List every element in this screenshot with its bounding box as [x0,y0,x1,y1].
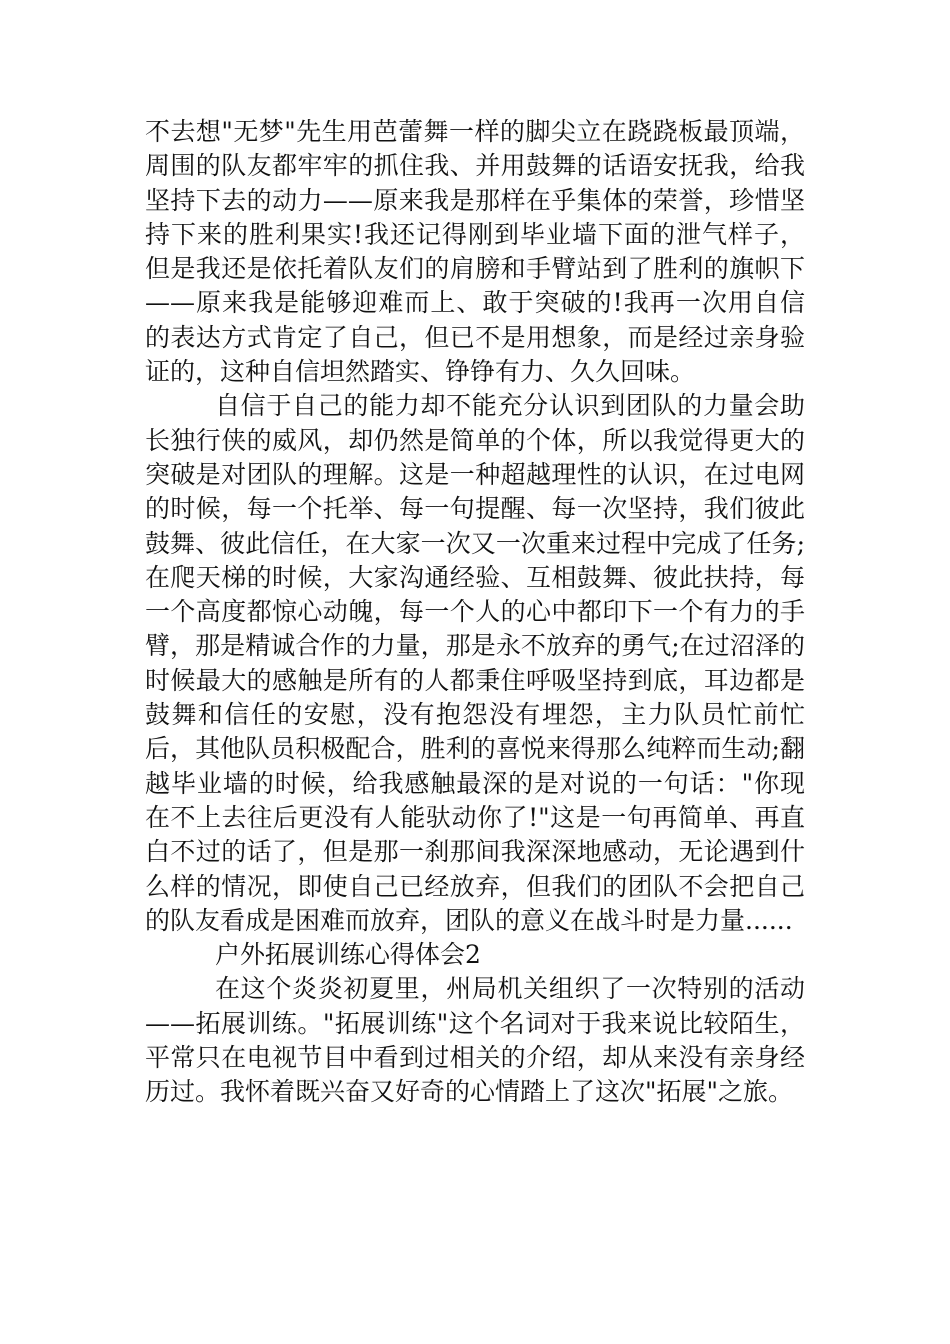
section-title: 户外拓展训练心得体会2 [215,940,481,970]
paragraph-team-understanding: 自信于自己的能力却不能充分认识到团队的力量会助长独行侠的威风，却仍然是简单的个体，所以我觉得更大的突破是对团队的理解。这是一种超越理性的认识，在过电网的时候，每一个托举、每一句提醒、每一次坚持，我们彼此鼓舞、彼此信任，在大家一次又一次重来过程中完成了任务;在爬天梯的时候，大家沟通经验、互相鼓舞、彼此扶持，每一个高度都惊心动魄，每一个人的心中都印下一个有力的手臂，那是精诚合作的力量，那是永不放弃的勇气;在过沼泽的时候最大的感触是所有的人都秉住呼吸坚持到底，耳边都是鼓舞和信任的安慰，没有抱怨没有埋怨，主力队员忙前忙后，其他队员积极配合，胜利的喜悦来得那么纯粹而生动;翻越毕业墙的时候，给我感触最深的是对说的一句话："你现在不上去往后更没有人能驮动你了!"这是一句再简单、再直白不过的话了，但是那一刹那间我深深地感动，无论遇到什么样的情况，即使自己已经放弃，但我们的团队不会把自己的队友看成是困难而放弃，团队的意义在战斗时是力量...... [145,391,805,935]
document-body [145,115,805,1110]
paragraph-section-intro: 在这个炎炎初夏里，州局机关组织了一次特别的活动——拓展训练。"拓展训练"这个名词对于我来说比较陌生，平常只在电视节目中看到过相关的介绍，却从来没有亲身经历过。我怀着既兴奋又好奇的心情踏上了这次"拓展"之旅。 [145,974,805,1107]
paragraph-continued: 不去想"无梦"先生用芭蕾舞一样的脚尖立在跷跷板最顶端，周围的队友都牢牢的抓住我、并用鼓舞的话语安抚我，给我坚持下去的动力——原来我是那样在乎集体的荣誉，珍惜坚持下来的胜利果实!我还记得刚到毕业墙下面的泄气样子，但是我还是依托着队友们的肩膀和手臂站到了胜利的旗帜下——原来我是能够迎难而上、敢于突破的!我再一次用自信的表达方式肯定了自己，但已不是用想象，而是经过亲身验证的，这种自信坦然踏实、铮铮有力、久久回味。 [145,117,805,387]
